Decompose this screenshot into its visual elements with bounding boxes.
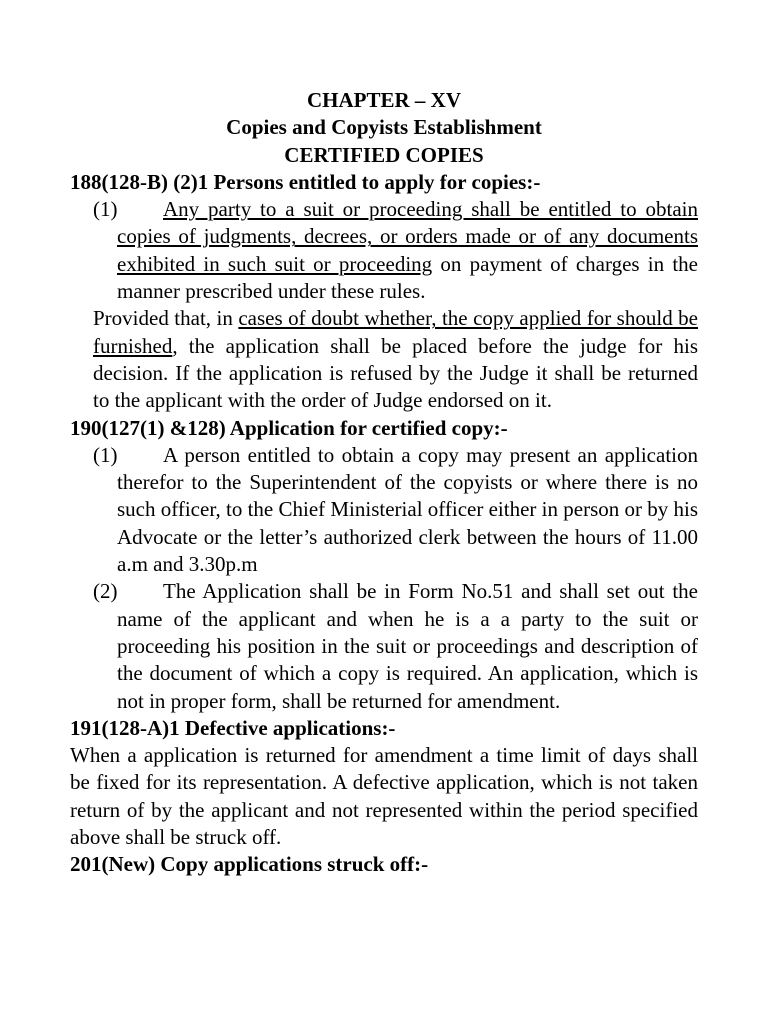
item-number: (1) xyxy=(93,197,118,222)
rule-190-item-1 xyxy=(70,442,698,578)
chapter-subtitle: Copies and Copyists Establishment xyxy=(226,115,542,140)
item-text-rest: on payment of charges in the manner prescribed under these rules. xyxy=(117,251,698,304)
rule-188-item-1 xyxy=(70,196,698,305)
proviso-start: Provided that, in xyxy=(93,306,239,331)
item-text: A person entitled to obtain a copy may present an application therefor to the Superintendent of the copyists or where there is no such officer, to the Chief Ministerial officer either in person or by his Advocate or the letter’s authorized clerk between the hours of 11.00 a.m and 3.30p.m xyxy=(117,442,698,577)
document-page xyxy=(70,87,698,879)
rule-191-heading: 191(128-A)1 Defective applications:- xyxy=(70,715,396,740)
rule-190-heading: 190(127(1) &128) Application for certified copy:- xyxy=(70,415,508,440)
rule-190-item-2 xyxy=(70,578,698,714)
item-number: (1) xyxy=(93,442,118,467)
item-text xyxy=(117,196,698,305)
chapter-title: CHAPTER – XV xyxy=(306,88,461,112)
proviso-rest: , the application shall be placed before the judge for his decision. If the application is refused by the Judge it shall be returned to the applicant with the order of Judge endorsed on it. xyxy=(93,333,698,413)
rule-188-heading: 188(128-B) (2)1 Persons entitled to apply for copies:- xyxy=(70,169,541,194)
item-number: (2) xyxy=(93,579,118,604)
rule-191-text: When a application is returned for amendment a time limit of days shall be fixed for its representation. A defective application, which is not taken return of by the applicant and not represented within the period specified above shall be struck off. xyxy=(70,743,698,850)
section-title: CERTIFIED COPIES xyxy=(284,142,484,167)
underlined-text: Any party to a suit or proceeding shall be entitled to obtain copies of judgments, decrees, or orders made or of any documents exhibited in such suit or proceeding xyxy=(117,197,698,276)
underlined-text: cases of doubt whether, the copy applied for should be furnished xyxy=(93,306,698,358)
rule-201-heading: 201(New) Copy applications struck off:- xyxy=(70,852,429,877)
rule-188-proviso xyxy=(70,305,698,414)
item-text: The Application shall be in Form No.51 and shall set out the name of the applicant and when he is a a party to the suit or proceeding his position in the suit or proceedings and description of the document of which a copy is required. An application, which is not in proper form, shall be returned for amendment. xyxy=(117,579,698,713)
